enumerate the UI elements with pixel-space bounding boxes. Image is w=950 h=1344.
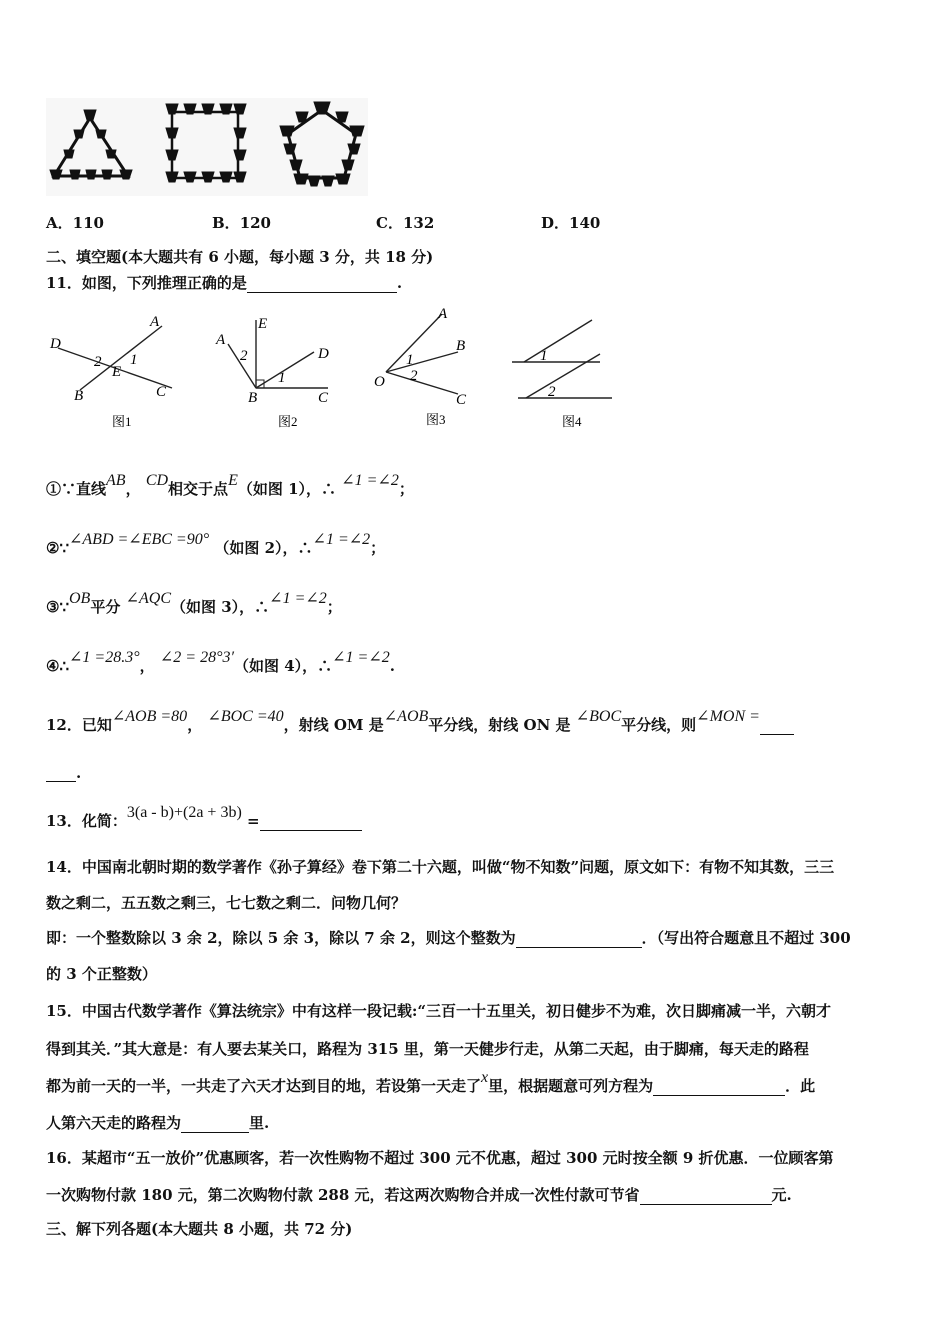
q12: 12．已知∠AOB =80， ∠BOC =40，射线 OM 是∠AOB平分线，射线 ON 是 ∠BOC平分线，则∠MON = (46, 714, 794, 735)
q14-line1: 14．中国南北朝时期的数学著作《孙子算经》卷下第二十六题，叫做“物不知数”问题，原文如下：有物不知其数，三三 (46, 858, 835, 876)
label-d: D (50, 336, 61, 352)
label-2: 2 (240, 348, 248, 364)
answer-blank[interactable] (260, 818, 362, 831)
label-a: A (438, 306, 448, 322)
q11-figure-4 (508, 310, 618, 434)
answer-blank[interactable] (640, 1192, 772, 1205)
label-2: 2 (548, 384, 556, 400)
answer-blank[interactable] (247, 280, 397, 293)
label-1: 1 (406, 352, 414, 368)
option-c: C．132 (376, 214, 435, 232)
section2-title: 二、填空题(本大题共有 6 小题，每小题 3 分，共 18 分) (46, 248, 434, 266)
option-d: D．140 (541, 214, 601, 232)
q11-item-1: ①∵直线AB， CD相交于点E（如图 1），∴ ∠1 =∠2； (46, 472, 414, 498)
answer-blank[interactable] (46, 769, 76, 782)
label-b: B (74, 388, 84, 404)
caption-fig1: 图1 (112, 414, 132, 429)
q14-line2: 数之剩二，五五数之剩三，七七数之剩二．问物几何？ (46, 894, 407, 912)
q11-stem: 11．如图，下列推理正确的是 . (46, 274, 403, 292)
answer-blank[interactable] (760, 722, 794, 735)
label-2: 2 (410, 368, 418, 384)
q15-line3: 都为前一天的一半，一共走了六天才达到目的地，若设第一天走了x里，根据题意可列方程为 ．此 (46, 1069, 816, 1095)
label-c: C (156, 384, 167, 400)
q11-figure-2 (206, 308, 346, 434)
label-b: B (248, 390, 258, 406)
option-a: A．110 (46, 214, 104, 232)
label-d: D (318, 346, 329, 362)
q16-line1: 16．某超市“五一放价”优惠顾客，若一次性购物不超过 300 元不优惠，超过 300 元时按全额 9 折优惠．一位顾客第 (46, 1149, 834, 1167)
q10-options (46, 212, 601, 233)
label-b: B (456, 338, 466, 354)
pattern-figure (46, 98, 368, 196)
q11-item-4: ④∴∠1 =28.3°， ∠2 = 28°3′（如图 4），∴∠1 =∠2. (46, 649, 395, 675)
caption-fig3: 图3 (426, 412, 446, 427)
answer-blank[interactable] (516, 935, 642, 948)
label-a: A (150, 314, 160, 330)
caption-fig2: 图2 (278, 414, 298, 429)
label-c: C (456, 392, 467, 408)
q14-line3: 即：一个整数除以 3 余 2，除以 5 余 3，除以 7 余 2，则这个整数为 ．（写出符合题意且不超过 300 (46, 929, 851, 947)
section3-title: 三、解下列各题(本大题共 8 小题，共 72 分) (46, 1220, 353, 1238)
q11-item-3: ③∵OB平分 ∠AQC（如图 3），∴∠1 =∠2； (46, 590, 342, 616)
label-e: E (112, 364, 122, 380)
q14-line4: 的 3 个正整数） (46, 965, 157, 983)
q15-line1: 15．中国古代数学著作《算法统宗》中有这样一段记载:“三百一十五里关，初日健步不为难，次日脚痛减一半，六朝才 (46, 1002, 832, 1020)
q15-line4: 人第六天走的路程为 里. (46, 1114, 270, 1132)
q11-figure-1 (44, 308, 184, 434)
q13: 13．化简：3(a - b)+(2a + 3b) = (46, 810, 362, 831)
q11-figure-3 (366, 300, 496, 430)
answer-blank[interactable] (181, 1120, 249, 1133)
label-o: O (374, 374, 385, 390)
label-1: 1 (130, 352, 138, 368)
label-e: E (258, 316, 268, 332)
label-2: 2 (94, 354, 102, 370)
option-b: B．120 (212, 214, 271, 232)
label-a: A (216, 332, 226, 348)
label-1: 1 (278, 370, 286, 386)
q12-cont: . (46, 764, 81, 782)
q15-line2: 得到其关．”其大意是：有人要去某关口，路程为 315 里，第一天健步行走，从第二天起，由于脚痛，每天走的路程 (46, 1040, 809, 1058)
q11-item-2: ②∵∠ABD =∠EBC =90° （如图 2），∴∠1 =∠2； (46, 531, 386, 557)
caption-fig4: 图4 (562, 414, 582, 429)
q16-line2: 一次购物付款 180 元，第二次购物付款 288 元，若这两次购物合并成一次性付款可节省 元. (46, 1186, 792, 1204)
label-1: 1 (540, 348, 548, 364)
answer-blank[interactable] (653, 1083, 785, 1096)
label-c: C (318, 390, 329, 406)
